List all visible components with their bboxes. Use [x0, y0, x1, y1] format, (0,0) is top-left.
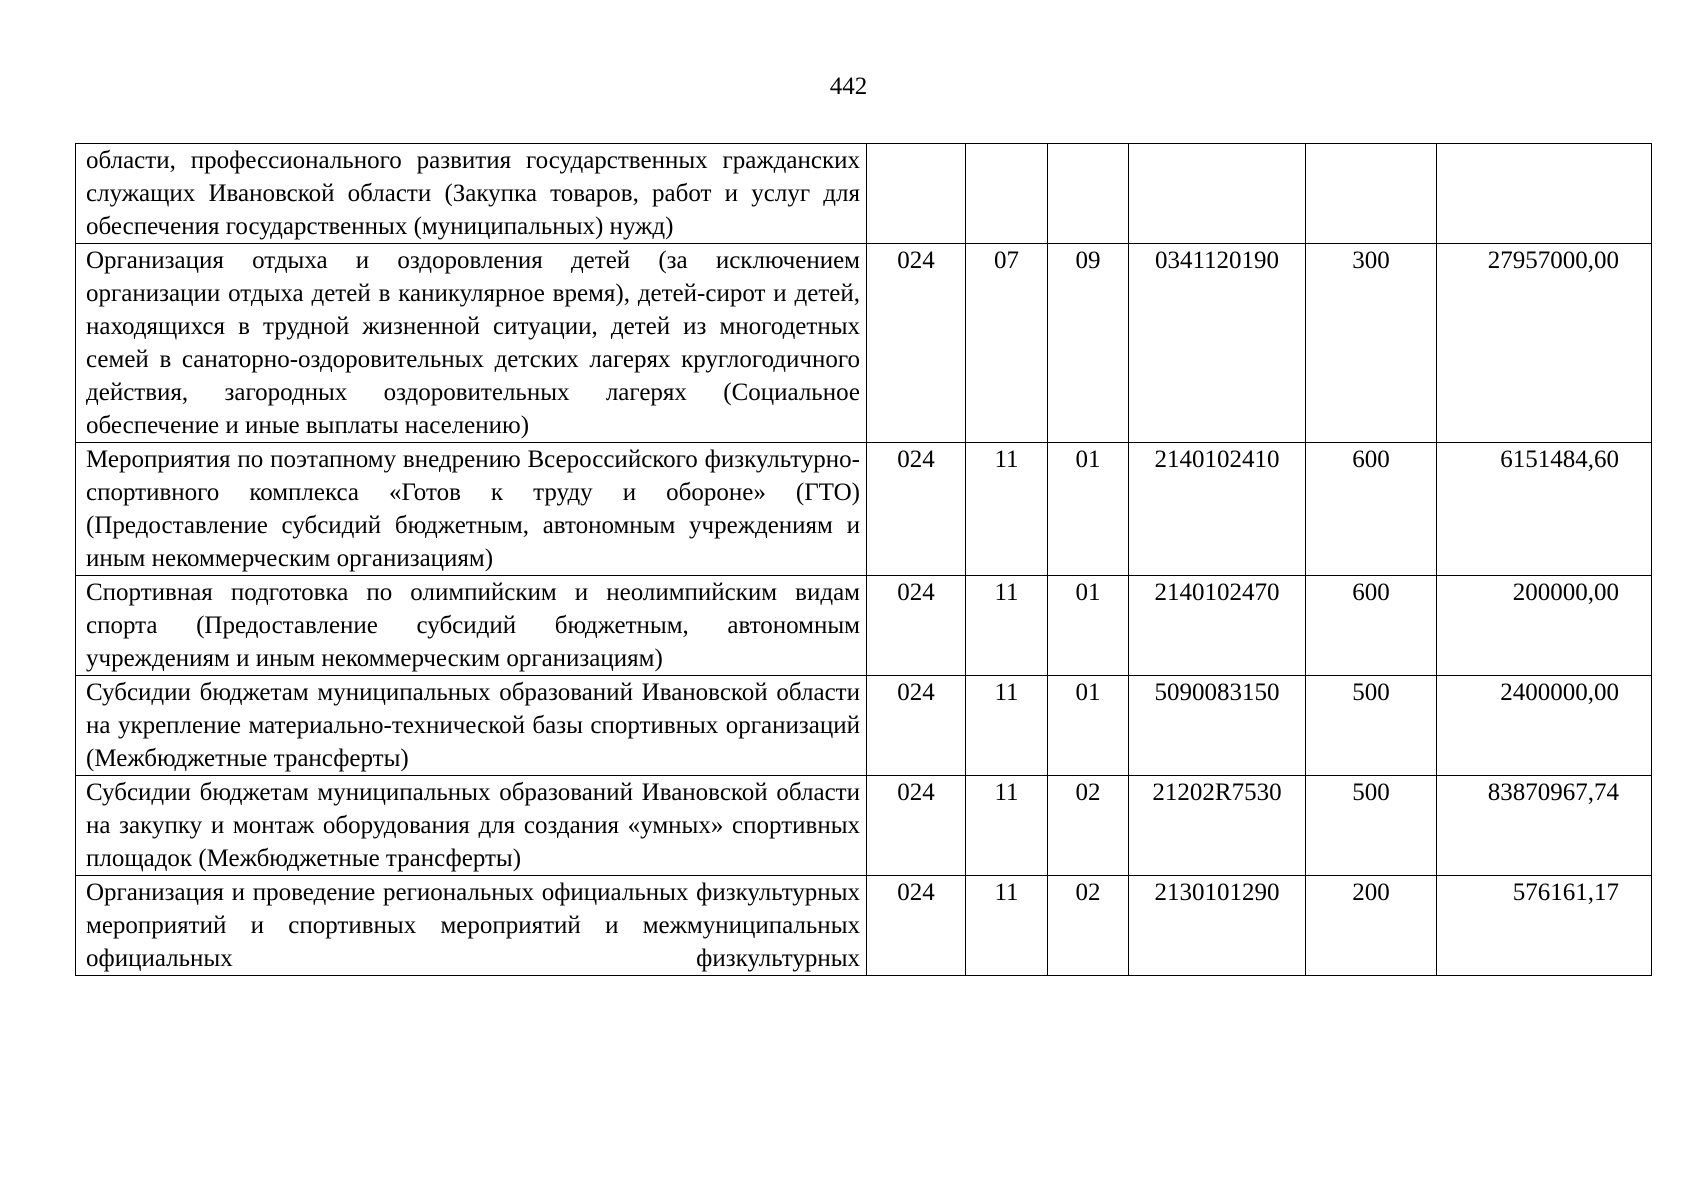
expense-type-code: 500: [1306, 776, 1437, 876]
section-code: 11: [966, 676, 1048, 776]
target-article-code: 5090083150: [1129, 676, 1306, 776]
row-description: Спортивная подготовка по олимпийским и неолимпийским видам спорта (Предоставление субсидий бюджетным, автономным учреждениям и иным некоммерческим организациям): [76, 576, 867, 676]
section-code: 07: [966, 244, 1048, 443]
row-description: Мероприятия по поэтапному внедрению Всероссийского физкультурно-спортивного комплекса «Готов к труду и обороне» (ГТО) (Предоставление субсидий бюджетным, автономным учреждениям и иным некоммерческим организациям): [76, 443, 867, 576]
section-code: 11: [966, 443, 1048, 576]
table-row: [76, 876, 1652, 976]
amount: 2400000,00: [1437, 676, 1652, 776]
ministry-code: [867, 144, 966, 244]
ministry-code: 024: [867, 676, 966, 776]
table-row: [76, 576, 1652, 676]
subsection-code: 01: [1048, 676, 1129, 776]
section-code: 11: [966, 576, 1048, 676]
target-article-code: 2140102470: [1129, 576, 1306, 676]
expense-type-code: 500: [1306, 676, 1437, 776]
amount: 27957000,00: [1437, 244, 1652, 443]
table-row: [76, 776, 1652, 876]
row-description: области, профессионального развития государственных гражданских служащих Ивановской области (Закупка товаров, работ и услуг для обеспечения государственных (муниципальных) нужд): [76, 144, 867, 244]
amount: 200000,00: [1437, 576, 1652, 676]
ministry-code: 024: [867, 876, 966, 976]
amount: 576161,17: [1437, 876, 1652, 976]
expense-type-code: 600: [1306, 576, 1437, 676]
target-article-code: [1129, 144, 1306, 244]
amount: 6151484,60: [1437, 443, 1652, 576]
ministry-code: 024: [867, 443, 966, 576]
amount: [1437, 144, 1652, 244]
table-row: [76, 676, 1652, 776]
row-description: Организация и проведение региональных официальных физкультурных мероприятий и спортивных мероприятий и межмуниципальных официальных физкультурных: [76, 876, 867, 976]
expense-type-code: 300: [1306, 244, 1437, 443]
section-code: 11: [966, 876, 1048, 976]
ministry-code: 024: [867, 776, 966, 876]
row-description: Организация отдыха и оздоровления детей (за исключением организации отдыха детей в каникулярное время), детей-сирот и детей, находящихся в трудной жизненной ситуации, детей из многодетных семей в санаторно-оздоровительных детских лагерях круглогодичного действия, загородных оздоровительных лагерях (Социальное обеспечение и иные выплаты населению): [76, 244, 867, 443]
subsection-code: 02: [1048, 776, 1129, 876]
row-description: Субсидии бюджетам муниципальных образований Ивановской области на закупку и монтаж оборудования для создания «умных» спортивных площадок (Межбюджетные трансферты): [76, 776, 867, 876]
section-code: 11: [966, 776, 1048, 876]
target-article-code: 0341120190: [1129, 244, 1306, 443]
subsection-code: 02: [1048, 876, 1129, 976]
ministry-code: 024: [867, 576, 966, 676]
page-number: 442: [829, 73, 868, 100]
target-article-code: 2130101290: [1129, 876, 1306, 976]
expense-type-code: [1306, 144, 1437, 244]
budget-table: [75, 143, 1652, 976]
subsection-code: 01: [1048, 576, 1129, 676]
section-code: [966, 144, 1048, 244]
target-article-code: 21202R7530: [1129, 776, 1306, 876]
subsection-code: [1048, 144, 1129, 244]
subsection-code: 01: [1048, 443, 1129, 576]
table-row: [76, 144, 1652, 244]
subsection-code: 09: [1048, 244, 1129, 443]
table-row: [76, 244, 1652, 443]
expense-type-code: 600: [1306, 443, 1437, 576]
table-row: [76, 443, 1652, 576]
row-description: Субсидии бюджетам муниципальных образований Ивановской области на укрепление материально-технической базы спортивных организаций (Межбюджетные трансферты): [76, 676, 867, 776]
expense-type-code: 200: [1306, 876, 1437, 976]
amount: 83870967,74: [1437, 776, 1652, 876]
target-article-code: 2140102410: [1129, 443, 1306, 576]
ministry-code: 024: [867, 244, 966, 443]
